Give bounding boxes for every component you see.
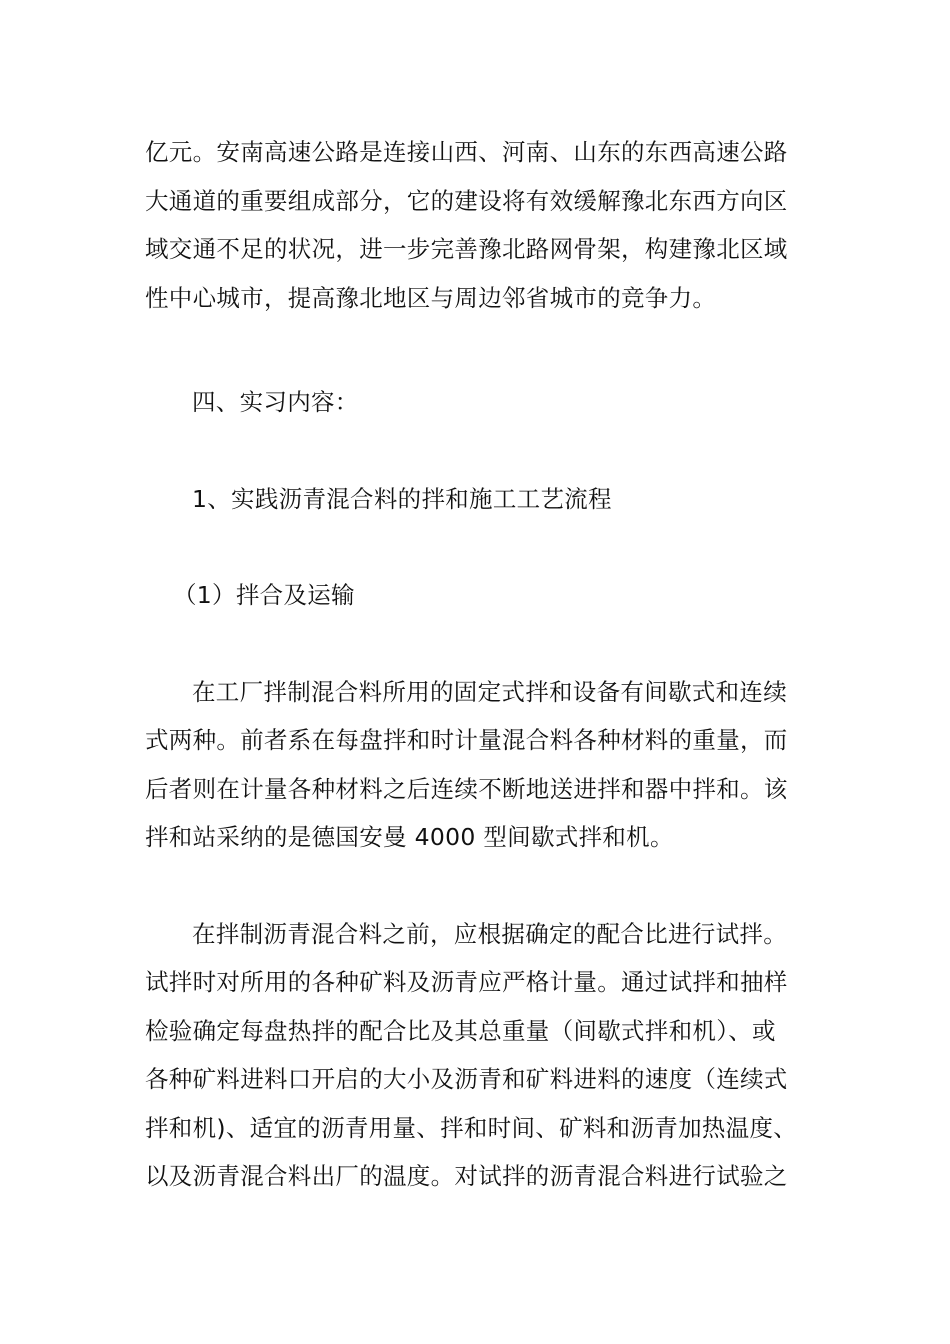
text-line: 以及沥青混合料出厂的温度。对试拌的沥青混合料进行试验之: [145, 1162, 788, 1190]
heading-text: （1）拌合及运输: [173, 581, 355, 609]
heading-text: 1、实践沥青混合料的拌和施工工艺流程: [192, 484, 612, 513]
subsection-heading-asphalt-process: [145, 475, 809, 524]
text-line: 在拌制沥青混合料之前，应根据确定的配合比进行试拌。: [192, 919, 787, 948]
text-line: 拌和站采纳的是德国安曼 4000 型间歇式拌和机。: [145, 823, 674, 851]
paragraph-project-overview: [145, 128, 809, 322]
text-line: 式两种。前者系在每盘拌和时计量混合料各种材料的重量，而: [145, 726, 788, 754]
subsection-heading-mixing-transport: [145, 571, 809, 620]
text-line: 性中心城市，提高豫北地区与周边邻省城市的竞争力。: [145, 283, 717, 312]
text-line: 检验确定每盘热拌的配合比及其总重量（间歇式拌和机）、或: [145, 1016, 776, 1045]
heading-text: 四、实习内容：: [192, 388, 359, 416]
text-line: 域交通不足的状况，进一步完善豫北路网骨架，构建豫北区域: [145, 235, 788, 263]
section-heading-internship-content: [145, 378, 809, 427]
document-body: [145, 128, 809, 1201]
text-line: 在工厂拌制混合料所用的固定式拌和设备有间歇式和连续: [192, 677, 787, 706]
paragraph-mixing-equipment: [145, 668, 809, 862]
paragraph-trial-mixing: [145, 910, 809, 1201]
text-line: 后者则在计量各种材料之后连续不断地送进拌和器中拌和。该: [145, 774, 788, 803]
text-line: 亿元。安南高速公路是连接山西、河南、山东的东西高速公路: [145, 138, 788, 166]
text-line: 各种矿料进料口开启的大小及沥青和矿料进料的速度（连续式: [145, 1065, 788, 1093]
text-line: 大通道的重要组成部分，它的建设将有效缓解豫北东西方向区: [145, 186, 788, 215]
text-line: 试拌时对所用的各种矿料及沥青应严格计量。通过试拌和抽样: [145, 968, 788, 996]
text-line: 拌和机)、适宜的沥青用量、拌和时间、矿料和沥青加热温度、: [145, 1113, 798, 1142]
